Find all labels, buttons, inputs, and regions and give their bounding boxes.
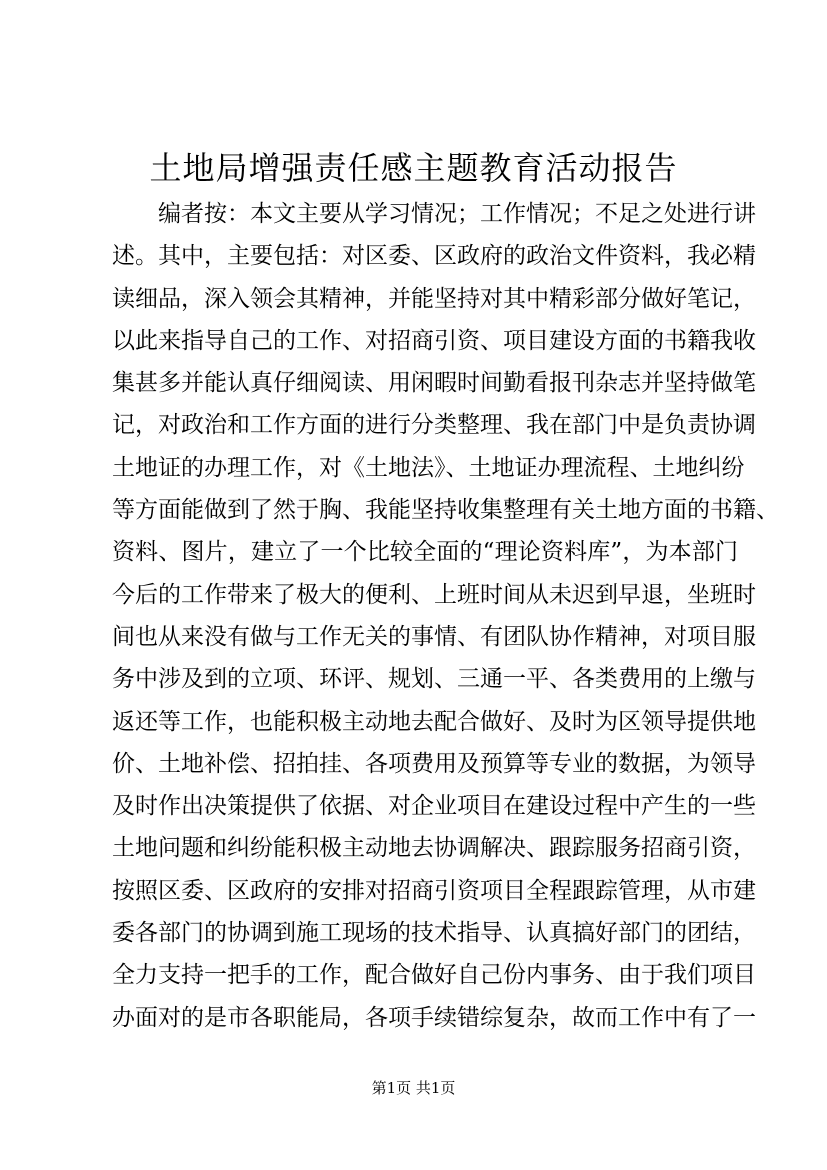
- body-line: 以此来指导自己的工作、对招商引资、项目建设方面的书籍我收: [112, 327, 756, 354]
- body-line: 土地证的办理工作，对《土地法》、土地证办理流程、土地纠纷: [112, 454, 745, 481]
- body-line: 及时作出决策提供了依据、对企业项目在建设过程中产生的一些: [112, 793, 756, 820]
- body-line: 办面对的是市各职能局，各项手续错综复杂，故而工作中有了一: [112, 1004, 756, 1031]
- body-line: 按照区委、区政府的安排对招商引资项目全程跟踪管理，从市建: [112, 877, 756, 904]
- body-line: 全力支持一把手的工作，配合做好自己份内事务、由于我们项目: [112, 962, 756, 989]
- body-line: 价、土地补偿、招拍挂、各项费用及预算等专业的数据，为领导: [112, 750, 756, 777]
- body-line: 今后的工作带来了极大的便利、上班时间从未迟到早退，坐班时: [112, 581, 756, 608]
- body-line: 资料、图片，建立了一个比较全面的“理论资料库”，为本部门: [112, 539, 738, 566]
- document-body: [112, 193, 779, 1039]
- body-line: 记，对政治和工作方面的进行分类整理、我在部门中是负责协调: [112, 412, 756, 439]
- body-line: 编者按：本文主要从学习情况；工作情况；不足之处进行讲: [158, 201, 756, 227]
- body-line: 等方面能做到了然于胸、我能坚持收集整理有关土地方面的书籍、: [112, 497, 779, 524]
- body-line: 读细品，深入领会其精神，并能坚持对其中精彩部分做好笔记，: [112, 285, 756, 312]
- document-title: 土地局增强责任感主题教育活动报告: [149, 149, 678, 187]
- body-line: 务中涉及到的立项、环评、规划、三通一平、各类费用的上缴与: [112, 666, 756, 693]
- body-line: 土地问题和纠纷能积极主动地去协调解决、跟踪服务招商引资，: [112, 835, 756, 862]
- body-line: 述。其中，主要包括：对区委、区政府的政治文件资料，我必精: [112, 243, 756, 270]
- body-line: 委各部门的协调到施工现场的技术指导、认真搞好部门的团结，: [112, 920, 756, 947]
- body-line: 返还等工作，也能积极主动地去配合做好、及时为区领导提供地: [112, 708, 756, 735]
- body-line: 间也从来没有做与工作无关的事情、有团队协作精神，对项目服: [112, 623, 756, 650]
- body-line: 集甚多并能认真仔细阅读、用闲暇时间勤看报刊杂志并坚持做笔: [112, 370, 756, 397]
- page-footer: 第1页 共1页: [371, 1079, 456, 1097]
